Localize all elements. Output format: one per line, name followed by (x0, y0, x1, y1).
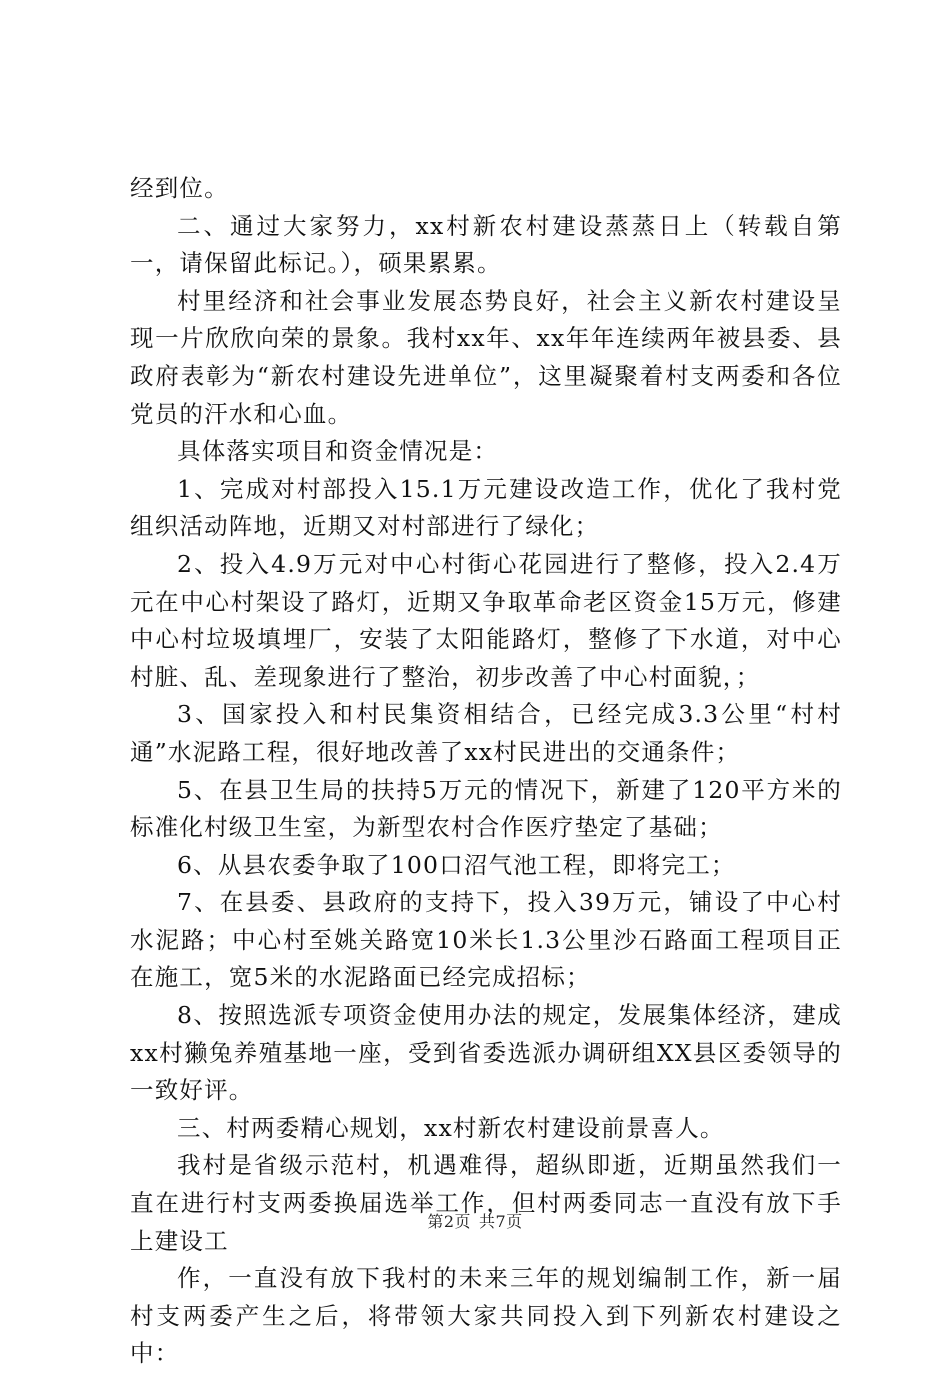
paragraph: 8、按照选派专项资金使用办法的规定，发展集体经济，建成xx村獭兔养殖基地一座，受到省委选派办调研组XX县区委领导的一致好评。 (130, 1001, 842, 1105)
paragraph: 6、从县农委争取了100口沼气池工程，即将完工； (177, 850, 736, 879)
paragraph: 二、通过大家努力，xx村新农村建设蒸蒸日上（转载自第一，请保留此标记。），硕果累累。 (130, 211, 842, 278)
paragraph: 经到位。 (130, 174, 229, 202)
document-body (130, 170, 842, 1373)
page-total: 共7页 (479, 1212, 523, 1231)
paragraph: 作，一直没有放下我村的未来三年的规划编制工作，新一届村支两委产生之后，将带领大家共同投入到下列新农村建设之中： (130, 1264, 842, 1368)
paragraph: 2、投入4.9万元对中心村街心花园进行了整修，投入2.4万元在中心村架设了路灯，近期又争取革命老区资金15万元，修建中心村垃圾填埋厂，安装了太阳能路灯，整修了下水道，对中心村脏、乱、差现象进行了整治，初步改善了中心村面貌，； (130, 549, 842, 691)
paragraph: 我村是省级示范村，机遇难得，超纵即逝，近期虽然我们一直在进行村支两委换届选举工作，但村两委同志一直没有放下手上建设工 (130, 1151, 842, 1255)
paragraph: 1、完成对村部投入15.1万元建设改造工作，优化了我村党组织活动阵地，近期又对村部进行了绿化； (130, 474, 842, 541)
page-footer (0, 1212, 950, 1232)
page-number: 第2页 (427, 1212, 471, 1231)
paragraph: 7、在县委、县政府的支持下，投入39万元，铺设了中心村水泥路；中心村至姚关路宽10米长1.3公里沙石路面工程项目正在施工，宽5米的水泥路面已经完成招标； (130, 888, 842, 992)
paragraph: 村里经济和社会事业发展态势良好，社会主义新农村建设呈现一片欣欣向荣的景象。我村xx年、xx年年连续两年被县委、县政府表彰为“新农村建设先进单位”，这里凝聚着村支两委和各位党员的汗水和心血。 (130, 286, 842, 428)
paragraph: 5、在县卫生局的扶持5万元的情况下，新建了120平方米的标准化村级卫生室，为新型农村合作医疗垫定了基础； (130, 775, 842, 842)
section-heading: 三、村两委精心规划，xx村新农村建设前景喜人。 (177, 1113, 725, 1142)
paragraph: 具体落实项目和资金情况是： (177, 437, 499, 466)
paragraph: 3、国家投入和村民集资相结合，已经完成3.3公里“村村通”水泥路工程，很好地改善了xx村民进出的交通条件； (130, 700, 842, 766)
